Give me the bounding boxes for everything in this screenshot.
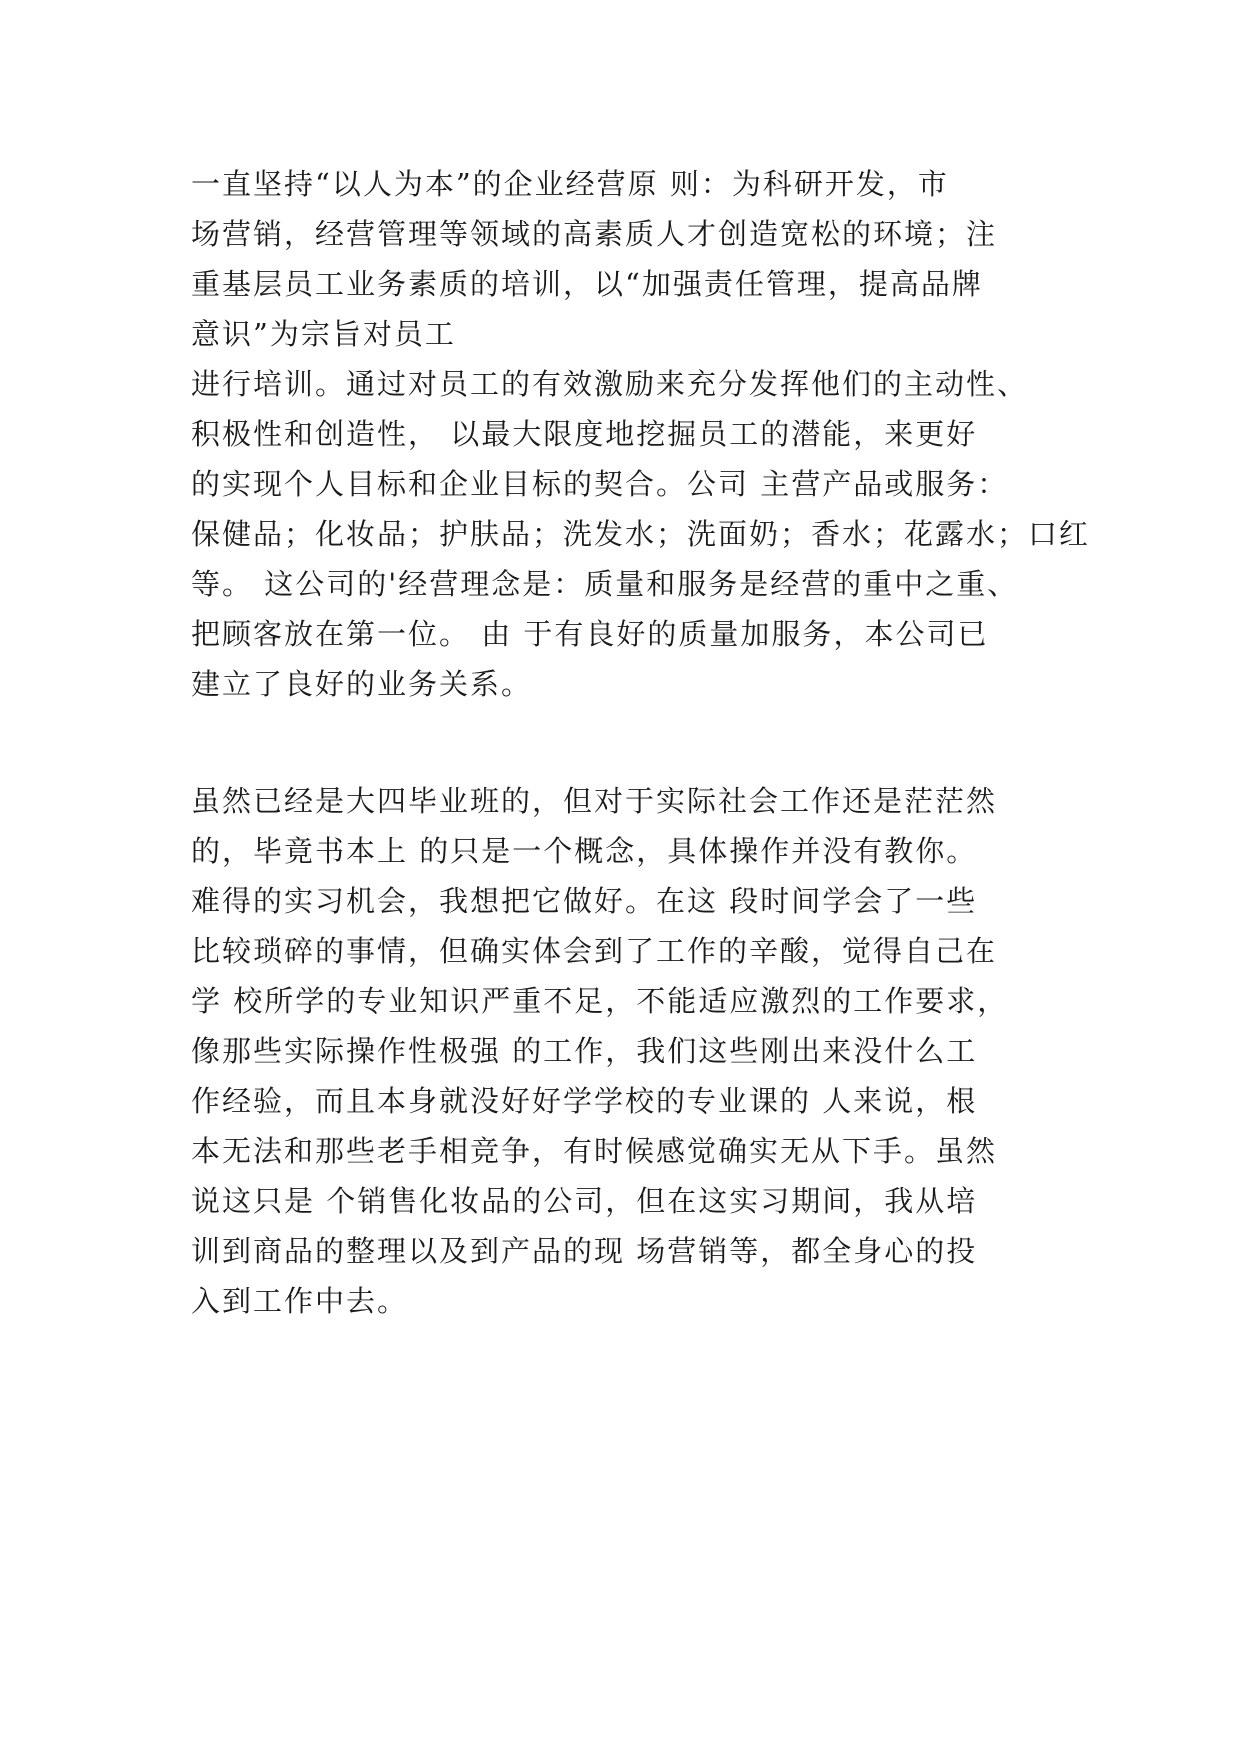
paragraph-2-line-6: 像那些实际操作性极强 的工作，我们这些刚出来没什么工 [191,1034,978,1068]
paragraph-2-line-4: 比较琐碎的事情，但确实体会到了工作的辛酸，觉得自己在 [191,934,998,968]
paragraph-2-line-2: 的，毕竟书本上 的只是一个概念，具体操作并没有教你。 [191,834,978,868]
paragraph-1-line-2: 场营销，经营管理等领域的高素质人才创造宽松的环境；注 [191,217,998,251]
paragraph-1-line-9: 等。 这公司的'经营理念是：质量和服务是经营的重中之重、 [191,567,1019,601]
paragraph-2-line-11: 入到工作中去。 [191,1284,409,1318]
paragraph-1-line-10: 把顾客放在第一位。 由 于有良好的质量加服务，本公司已 [191,617,989,651]
paragraph-2-line-9: 说这只是 个销售化妆品的公司，但在这实习期间，我从培 [191,1184,978,1218]
paragraph-1-line-7: 的实现个人目标和企业目标的契合。公司 主营产品或服务： [191,467,1009,501]
paragraph-1-line-5: 进行培训。通过对员工的有效激励来充分发挥他们的主动性、 [191,367,1029,401]
paragraph-2-line-5: 学 校所学的专业知识严重不足，不能适应激烈的工作要求， [191,984,1009,1018]
paragraph-2-line-7: 作经验，而且本身就没好好学学校的专业课的 人来说，根 [191,1084,978,1118]
paragraph-2-line-1: 虽然已经是大四毕业班的，但对于实际社会工作还是茫茫然 [191,784,998,818]
paragraph-1-line-8: 保健品；化妆品；护肤品；洗发水；洗面奶；香水；花露水；口红 [191,517,1091,551]
paragraph-1-line-1: 一直坚持“以人为本”的企业经营原 则：为科研开发，市 [191,167,949,201]
paragraph-2-line-3: 难得的实习机会，我想把它做好。在这 段时间学会了一些 [191,884,978,918]
paragraph-1-line-4: 意识”为宗旨对员工 [191,317,456,351]
paragraph-2-line-8: 本无法和那些老手相竞争，有时候感觉确实无从下手。虽然 [191,1134,998,1168]
paragraph-2-line-10: 训到商品的整理以及到产品的现 场营销等，都全身心的投 [191,1234,978,1268]
paragraph-1-line-6: 积极性和创造性， 以最大限度地挖掘员工的潜能，来更好 [191,417,978,451]
paragraph-1-line-3: 重基层员工业务素质的培训，以“加强责任管理，提高品牌 [191,267,983,301]
paragraph-1-line-11: 建立了良好的业务关系。 [191,667,533,701]
